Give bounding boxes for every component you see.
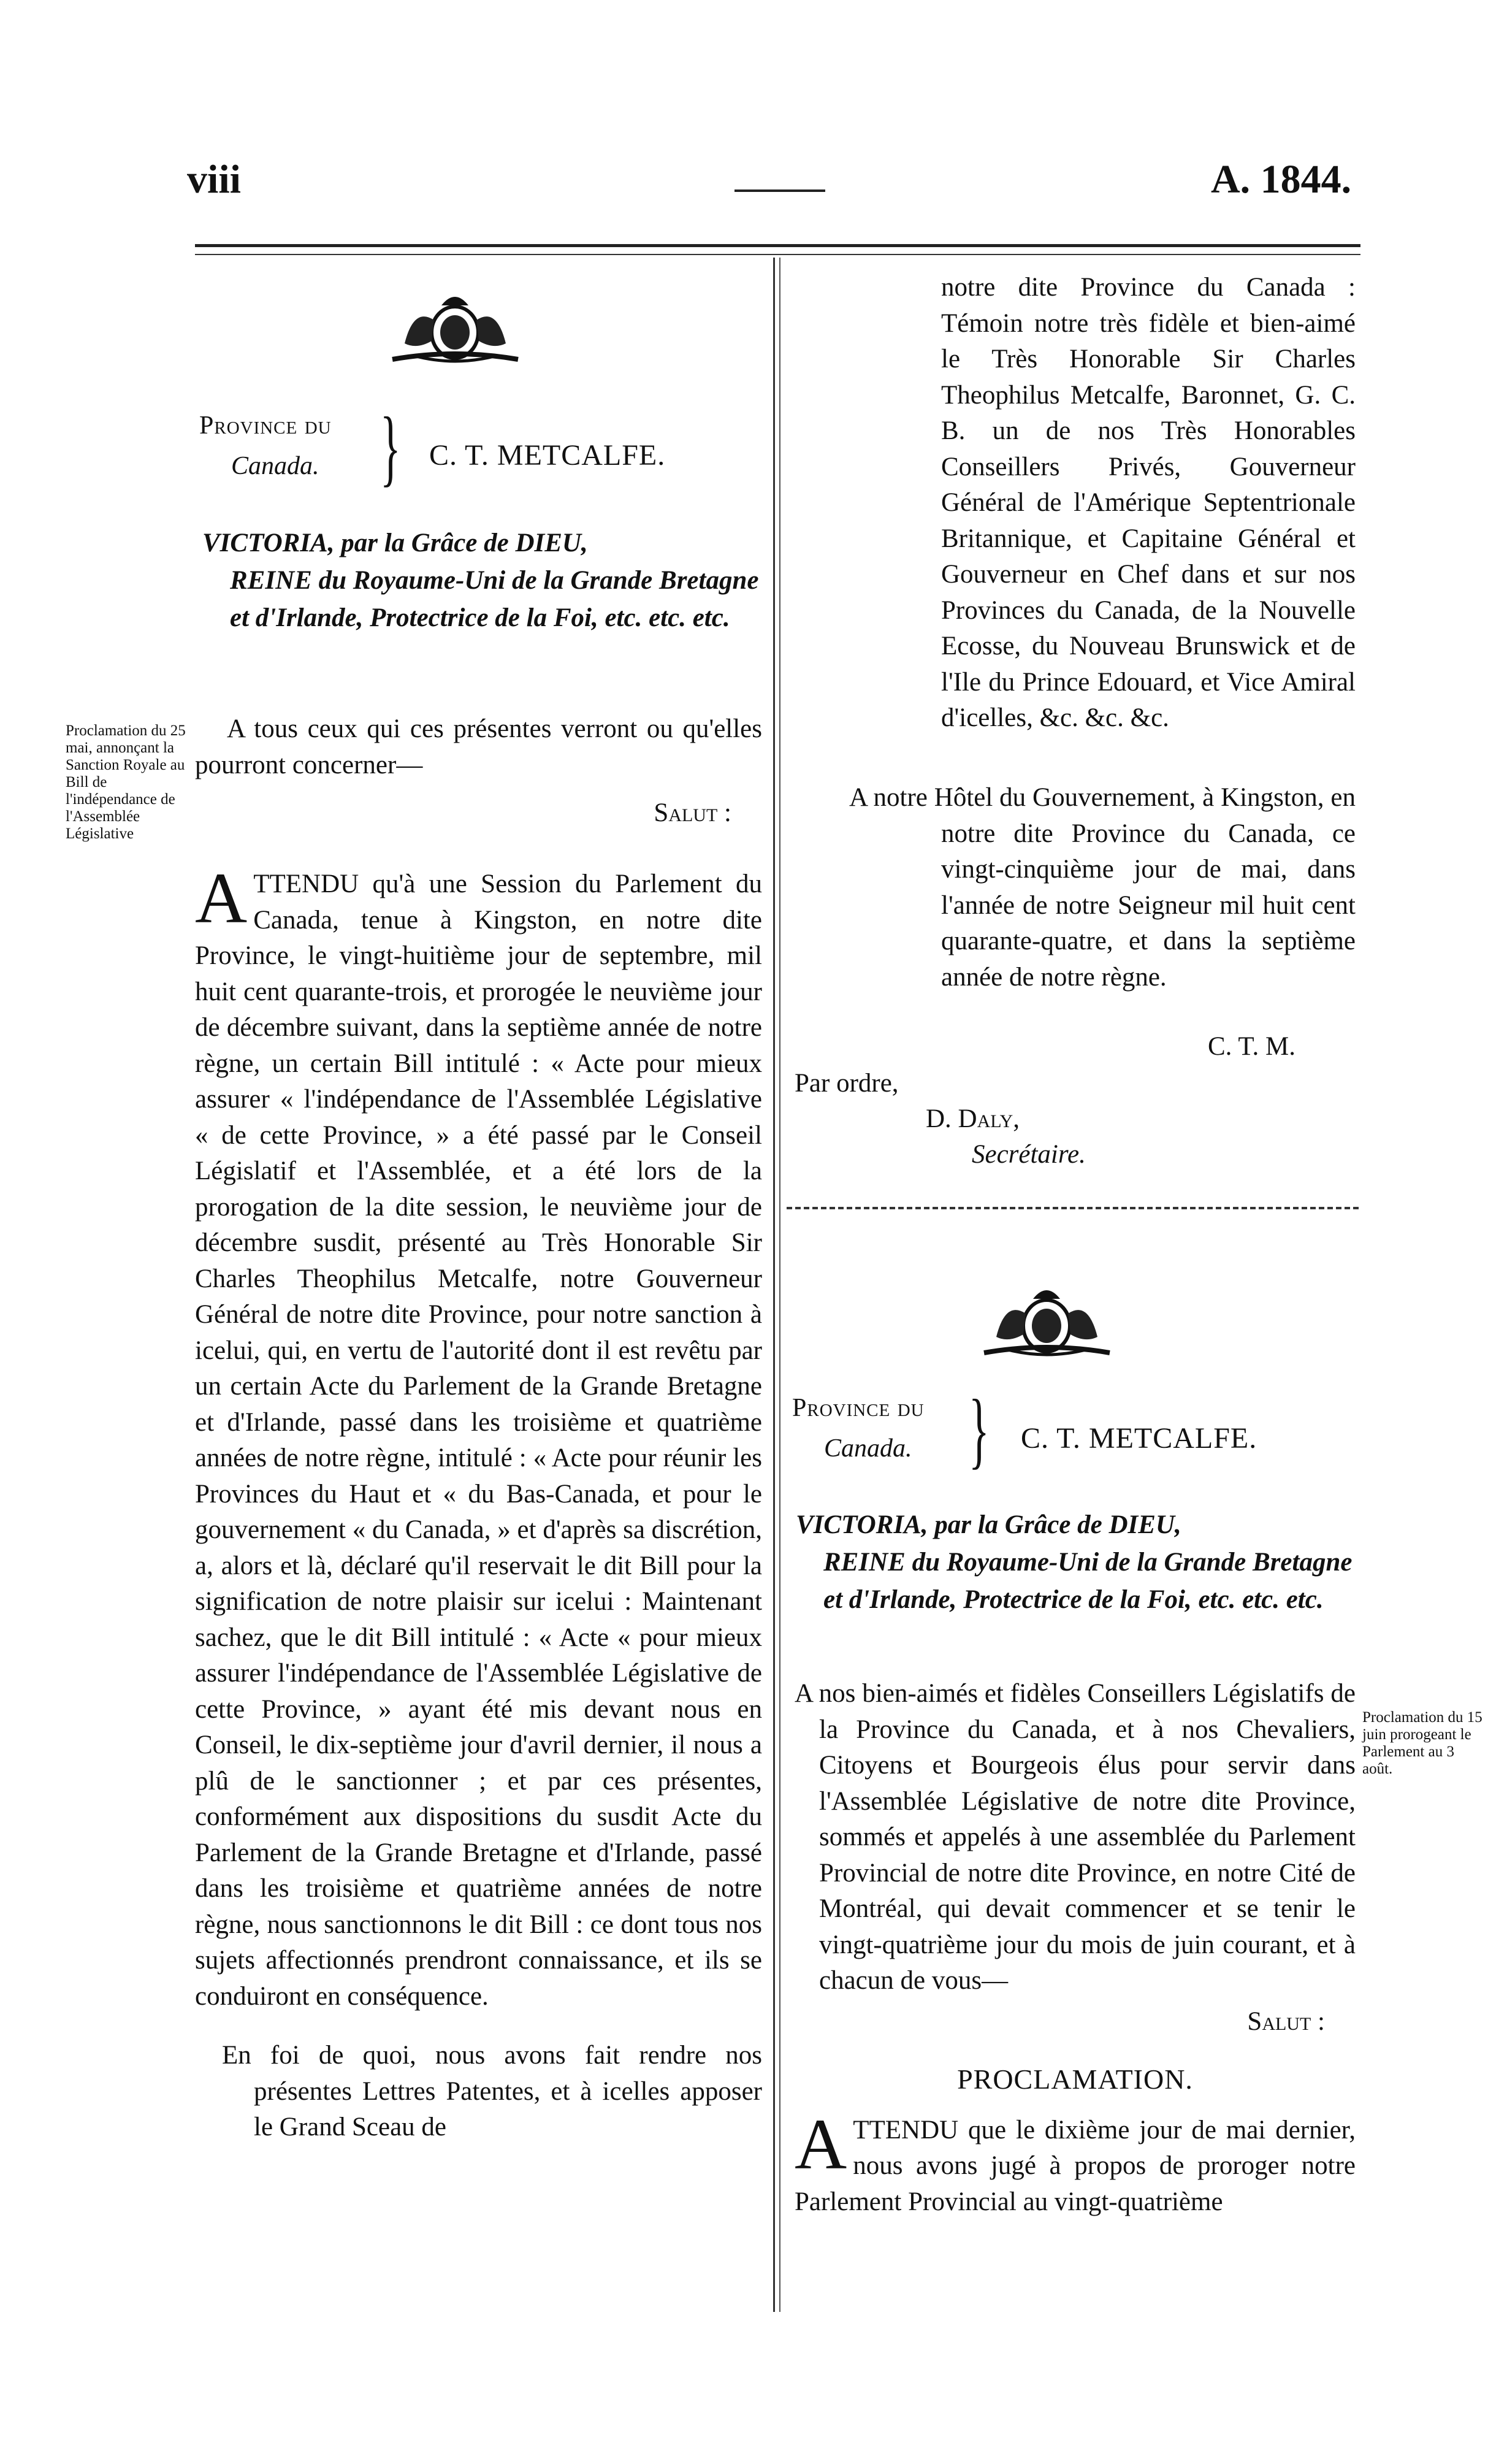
province-label: Province du [792, 1394, 925, 1422]
address-text: A nos bien-aimés et fidèles Conseillers Législatifs de la Province du Canada, et à nos Chevaliers, Citoyens et Bourgeois élus pour servir dans l'Assemblée Législative de notre dite Province, sommés et appelés à une assemblée du Parlement Provincial de notre dite Province, en notre Cité de Montréal, qui devait commencer et se tenir le vingt-quatrième jour du mois de juin courant, et à chacun de vous— [795, 1679, 1356, 1995]
margin-note: Proclamation du 25 mai, annonçant la Sanction Royale au Bill de l'indépendance de l'Assemblée Législative [66, 722, 186, 842]
royal-coat-of-arms-icon [972, 1276, 1122, 1361]
column-rule-thin [779, 258, 780, 2312]
section-divider [787, 1207, 1360, 1209]
signer-title: Secrétaire. [972, 1140, 1086, 1169]
initials: C. T. M. [1208, 1032, 1295, 1061]
governor-name: C. T. METCALFE. [429, 439, 666, 472]
salut: Salut : [654, 798, 731, 827]
victoria-title-rest: REINE du Royaume-Uni de la Grande Bretagne et d'Irlande, Protectrice de la Foi, etc. etc. etc. [823, 1548, 1353, 1614]
drop-cap: A [195, 858, 248, 938]
address-text: A tous ceux qui ces présentes verront ou qu'elles pourront concerner— [195, 714, 762, 779]
province-block [792, 1393, 925, 1463]
proclamation-heading: PROCLAMATION. [957, 2064, 1193, 2095]
header-rule [195, 244, 1360, 247]
header-dash [734, 189, 825, 192]
dated-text: A notre Hôtel du Gouvernement, à Kingston, en notre dite Province du Canada, ce vingt-cinquième jour de mai, dans l'année de notre Seigneur mil huit cent quarante-quatre, et dans la septième année de notre règne. [849, 783, 1356, 992]
page-year: A. 1844. [1211, 157, 1352, 202]
victoria-title [796, 1506, 1357, 1618]
proclamation-2-body [795, 1676, 1356, 2220]
dated-block [849, 780, 1356, 995]
royal-coat-of-arms-icon [380, 282, 530, 368]
victoria-title-line: VICTORIA, par la Grâce de DIEU, [796, 1510, 1181, 1539]
drop-cap: A [795, 2103, 847, 2184]
province-block [199, 411, 332, 481]
governor-name: C. T. METCALFE. [1021, 1422, 1257, 1455]
margin-note: Proclamation du 15 juin prorogeant le Parlement au 3 août. [1362, 1709, 1482, 1777]
salut: Salut : [1247, 2007, 1325, 2036]
victoria-title [202, 524, 765, 637]
en-foi-text: En foi de quoi, nous avons fait rendre nos présentes Lettres Patentes, et à icelles apposer le Grand Sceau de [222, 2041, 762, 2141]
column-rule [773, 258, 775, 2312]
page-folio: viii [187, 157, 242, 202]
victoria-title-rest: REINE du Royaume-Uni de la Grande Bretagne et d'Irlande, Protectrice de la Foi, etc. etc. etc. [230, 566, 759, 632]
brace-glyph: } [969, 1382, 990, 1477]
province-name: Canada. [231, 452, 319, 480]
proclamation-2-text [795, 2103, 1356, 2221]
victoria-title-line: VICTORIA, par la Grâce de DIEU, [202, 529, 588, 557]
continued-text-block [941, 270, 1356, 737]
address-block [195, 711, 762, 832]
continued-text: notre dite Province du Canada : Témoin notre très fidèle et bien-aimé le Très Honorable Sir Charles Theophilus Metcalfe, Baronnet, G. C. B. un de nos Très Honorables Conseillers Privés, Gouverneur Général de l'Amérique Septentrionale Britannique, et Capitaine Général et Gouverneur en Chef dans et sur nos Provinces du Canada, de la Nouvelle Ecosse, du Nouveau Brunswick et de l'Ile du Prince Edouard, et Vice Amiral d'icelles, &c. &c. &c. [941, 273, 1356, 732]
signer-name: D. Daly, [926, 1104, 1020, 1133]
brace-glyph: } [380, 400, 401, 495]
province-name: Canada. [824, 1434, 912, 1463]
proclamation-body [195, 858, 762, 2146]
province-label: Province du [199, 411, 332, 440]
body-text: TTENDU qu'à une Session du Parlement du Canada, tenue à Kingston, en notre dite Province, le vingt-huitième jour de septembre, mil huit cent quarante-trois, et prorogée le neuvième jour de décembre suivant, dans la septième année de notre règne, un certain Bill intitulé : « Acte pour mieux assurer « l'indépendance de l'Assemblée Législative « de cette Province, » a été passé par le Conseil Législatif et l'Assemblée, et a été lors de la prorogation de la dite session, le neuvième jour de décembre susdit, présenté au Très Honorable Sir Charles Theophilus Metcalfe, notre Gouverneur Général de notre dite Province, pour notre sanction à icelui, qui, en vertu de l'autorité dont il est revêtu par un certain Acte du Parlement de la Grande Bretagne et d'Irlande, passé dans les troisième et quatrième années de notre règne, intitulé : « Acte pour réunir les Provinces du Haut et « du Bas-Canada, et pour le gouvernement « du Canada, » et d'après sa discrétion, a, alors et là, déclaré qu'il reservait le dit Bill pour la signification de notre plaisir sur icelui : Maintenant sachez, que le dit Bill intitulé : « Acte « pour mieux assurer l'indépendance de l'Assemblée Législative de cette Province, » ayant été mis devant nous en Conseil, le dix-septième jour d'avril dernier, il nous a plû de le sanctionner ; et par ces présentes, conformément aux dispositions du susdit Acte du Parlement de la Grande Bretagne et d'Irlande, passé dans les troisième et quatrième années de notre règne, nous sanctionnons le dit Bill : ce dont tous nos sujets affectionnés prendront connaissance, et ils se conduiront en conséquence. [195, 870, 762, 2011]
header-rule-thin [195, 254, 1360, 255]
body-text: TTENDU que le dixième jour de mai dernier, nous avons jugé à propos de proroger notre Parlement Provincial au vingt-quatrième [795, 2115, 1356, 2216]
par-ordre: Par ordre, [795, 1069, 899, 1098]
